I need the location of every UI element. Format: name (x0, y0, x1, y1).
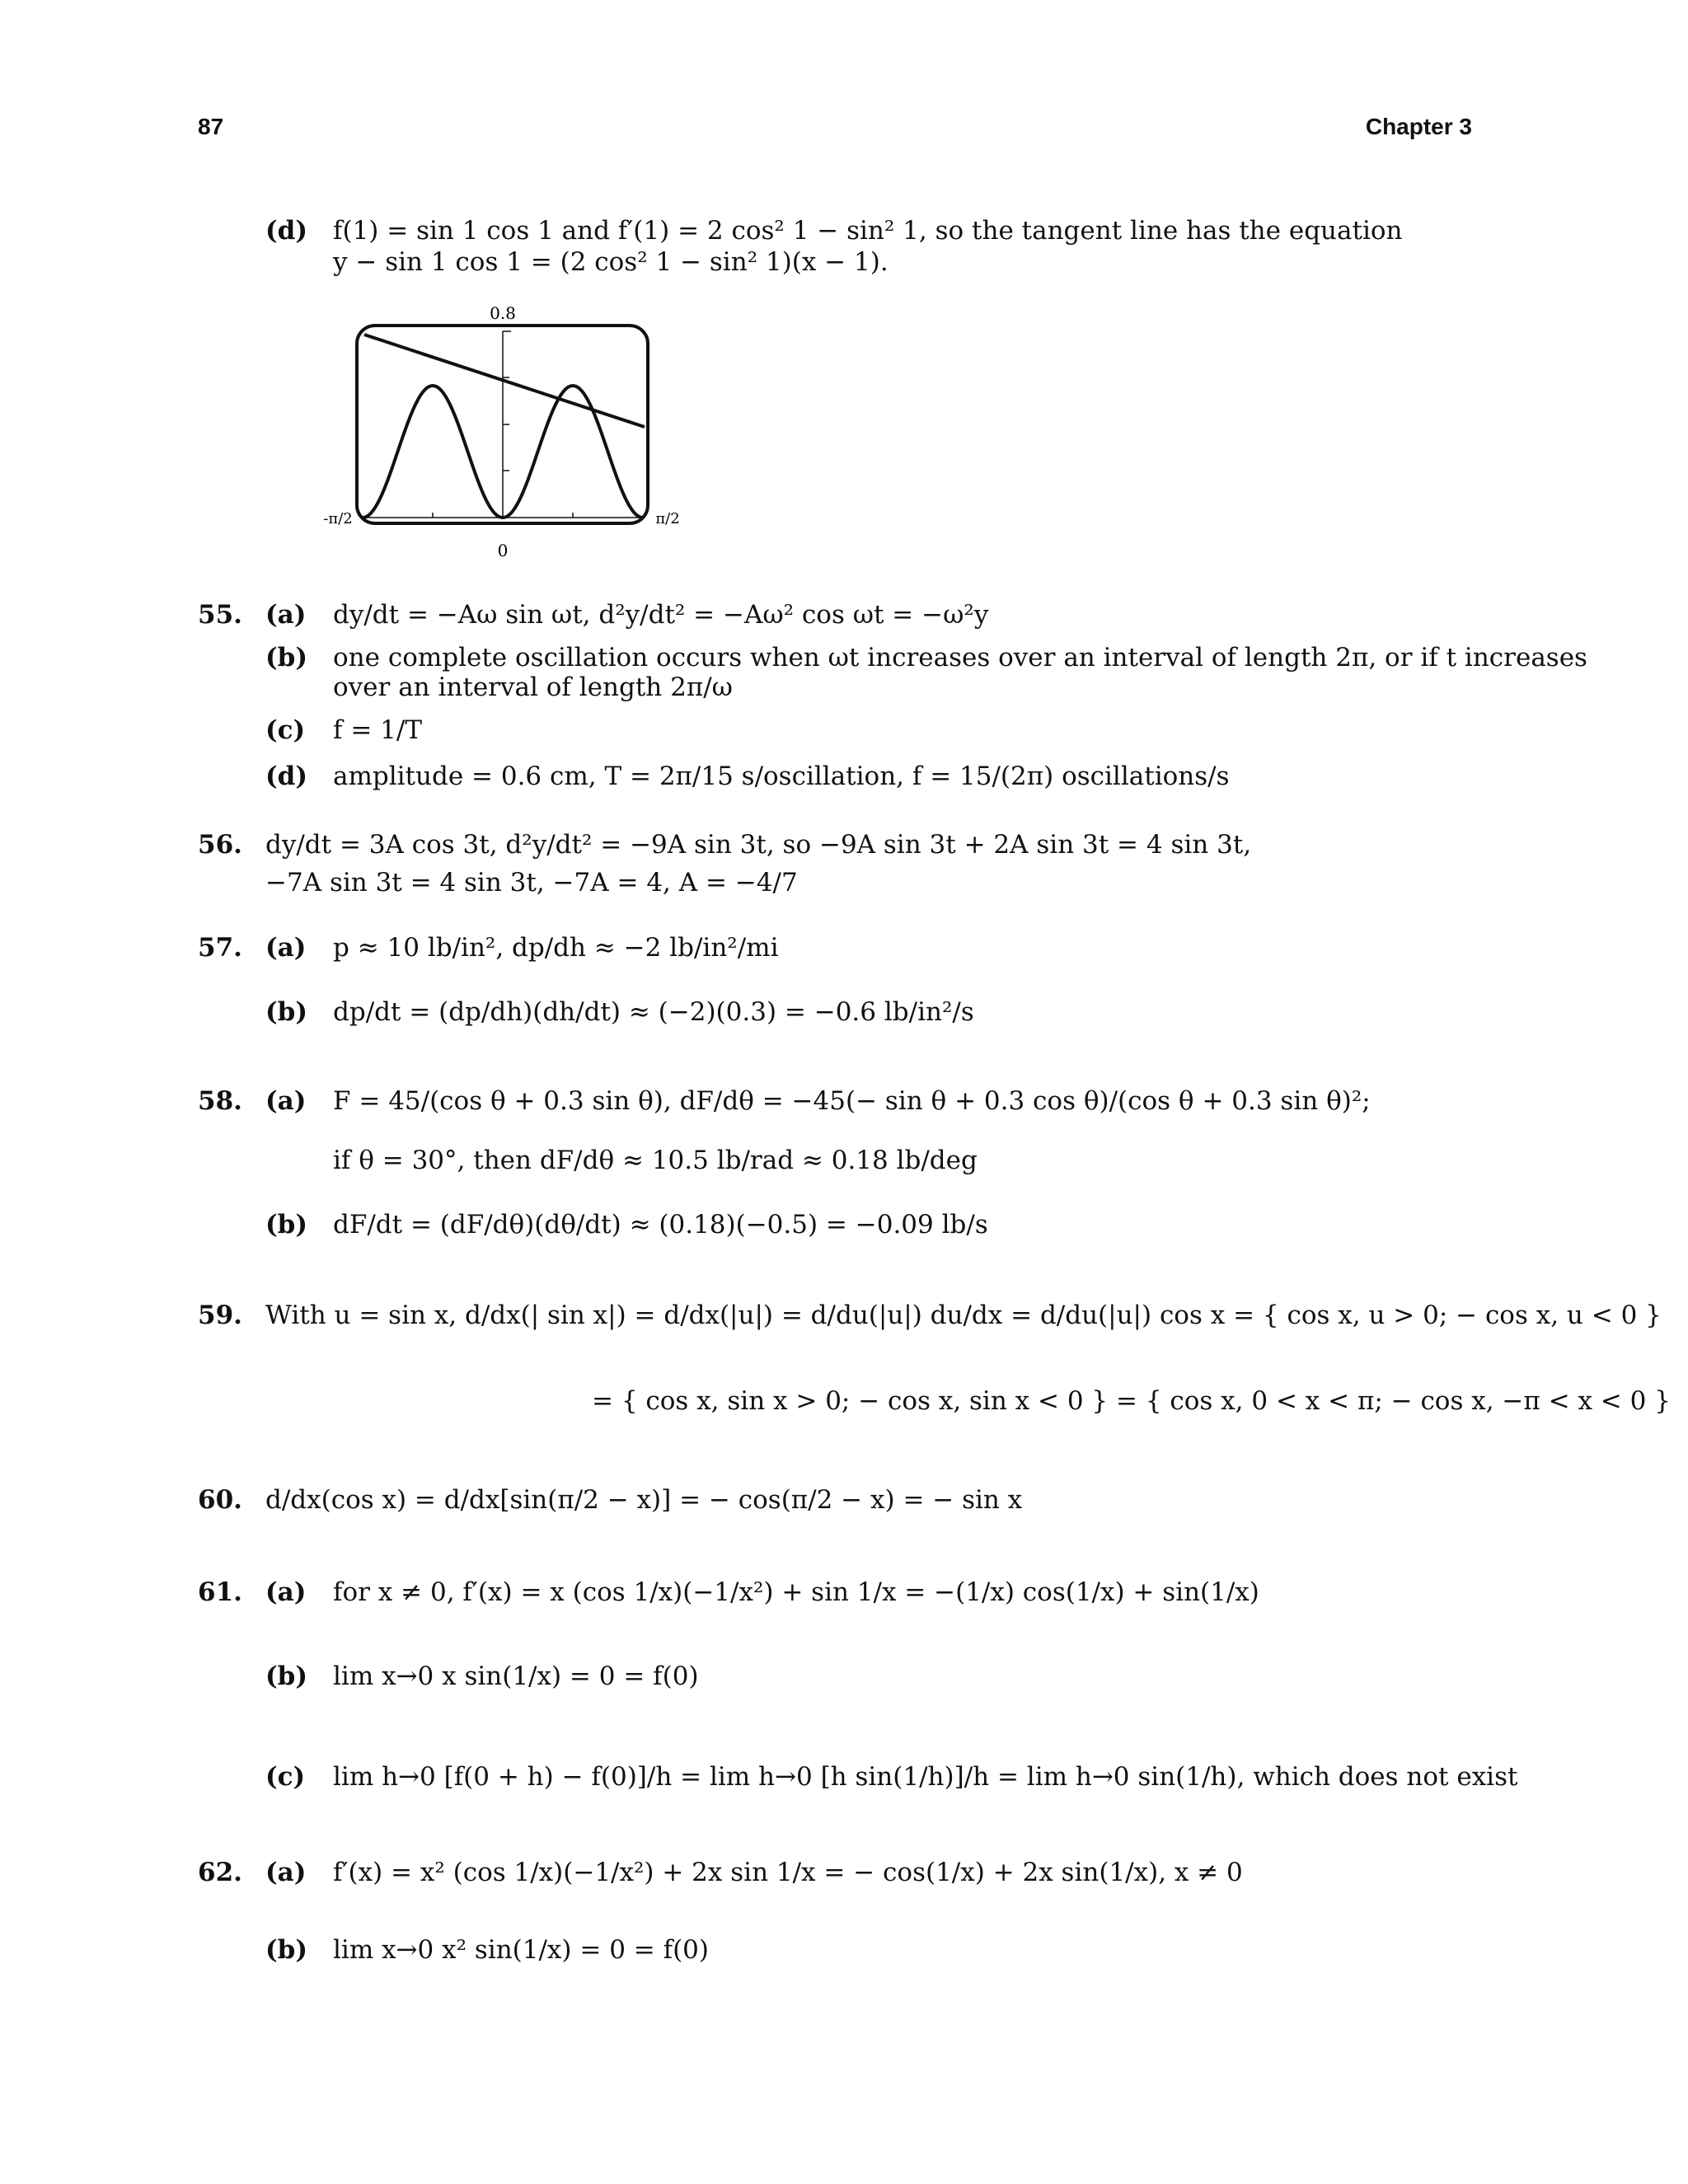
problem-61c (0, 1752, 1688, 1802)
problem-text: dy/dt = 3A cos 3t, d²y/dt² = −9A sin 3t, so −9A sin 3t + 2A sin 3t = 4 sin 3t, (265, 830, 1252, 860)
y-top-label: 0.8 (490, 303, 516, 323)
problem-57b (0, 987, 1688, 1037)
x-zero-label: 0 (497, 541, 509, 560)
problem-text: dF/dt = (dF/dθ)(dθ/dt) ≈ (0.18)(−0.5) = −0.09 lb/s (333, 1210, 988, 1240)
problem-text: f(1) = sin 1 cos 1 and f′(1) = 2 cos² 1 − sin² 1, so the tangent line has the equation (333, 216, 1403, 246)
problem-57a (0, 923, 1688, 972)
problem-number: 59. (198, 1301, 242, 1330)
problem-text: if θ = 30°, then dF/dθ ≈ 10.5 lb/rad ≈ 0.18 lb/deg (333, 1146, 978, 1175)
part-label: (a) (265, 1577, 307, 1607)
problem-58b (0, 1200, 1688, 1249)
part-label: (a) (265, 1858, 307, 1887)
problem-text: −7A sin 3t = 4 sin 3t, −7A = 4, A = −4/7 (265, 868, 798, 898)
problem-text: d/dx(cos x) = d/dx[sin(π/2 − x)] = − cos(π/2 − x) = − sin x (265, 1485, 1023, 1515)
part-label: (a) (265, 933, 307, 963)
problem-60 (0, 1475, 1688, 1525)
part-label: (c) (265, 715, 306, 745)
problem-text: lim h→0 [f(0 + h) − f(0)]/h = lim h→0 [h sin(1/h)]/h = lim h→0 sin(1/h), which does not exist (333, 1762, 1518, 1792)
problem-number: 62. (198, 1858, 242, 1887)
problem-61a (0, 1568, 1688, 1617)
problem-62a (0, 1848, 1688, 1897)
part-label: (a) (265, 1086, 307, 1116)
problem-number: 55. (198, 600, 242, 630)
tangent-line (364, 335, 645, 427)
problem-54d-line2 (0, 237, 1688, 287)
problem-58a-line2 (0, 1136, 1688, 1185)
x-right-label: π/2 (655, 510, 680, 527)
problem-58a (0, 1076, 1688, 1126)
problem-text: dp/dt = (dp/dh)(dh/dt) ≈ (−2)(0.3) = −0.6 lb/in²/s (333, 997, 974, 1027)
problem-55c (0, 705, 1688, 755)
problem-text: amplitude = 0.6 cm, T = 2π/15 s/oscillation, f = 15/(2π) oscillations/s (333, 762, 1230, 791)
problem-55b-line2 (0, 663, 1688, 712)
part-label: (b) (265, 1661, 308, 1691)
problem-56-line2 (0, 858, 1688, 907)
part-label: (d) (265, 216, 308, 246)
part-label: (b) (265, 1935, 308, 1965)
problem-text: f = 1/T (333, 715, 423, 745)
problem-55d (0, 752, 1688, 801)
problem-number: 58. (198, 1086, 242, 1116)
tangent-line-graph (305, 297, 692, 560)
problem-number: 57. (198, 933, 242, 963)
part-label: (b) (265, 643, 308, 673)
problem-number: 61. (198, 1577, 242, 1607)
problem-text: lim x→0 x² sin(1/x) = 0 = f(0) (333, 1935, 709, 1965)
problem-number: 60. (198, 1485, 242, 1515)
page-number: 87 (198, 114, 224, 139)
problem-55a (0, 590, 1688, 640)
problem-61b (0, 1652, 1688, 1701)
problem-62b (0, 1925, 1688, 1975)
problem-text: one complete oscillation occurs when ωt increases over an interval of length 2π, or if t increases (333, 643, 1587, 673)
part-label: (c) (265, 1762, 306, 1792)
problem-text: p ≈ 10 lb/in², dp/dh ≈ −2 lb/in²/mi (333, 933, 779, 963)
x-left-label: -π/2 (323, 510, 353, 527)
chapter-title: Chapter 3 (1365, 114, 1472, 139)
problem-text: With u = sin x, d/dx(| sin x|) = d/dx(|u|) = d/du(|u|) du/dx = d/du(|u|) cos x = { cos x, u > 0; − cos x, u < 0 } (265, 1301, 1662, 1330)
problem-59-line2 (0, 1376, 1688, 1426)
problem-59 (0, 1291, 1688, 1340)
problem-text: for x ≠ 0, f′(x) = x (cos 1/x)(−1/x²) + sin 1/x = −(1/x) cos(1/x) + sin(1/x) (333, 1577, 1259, 1607)
problem-text: y − sin 1 cos 1 = (2 cos² 1 − sin² 1)(x − 1). (333, 247, 889, 277)
problem-text: f′(x) = x² (cos 1/x)(−1/x²) + 2x sin 1/x = − cos(1/x) + 2x sin(1/x), x ≠ 0 (333, 1858, 1243, 1887)
problem-text: F = 45/(cos θ + 0.3 sin θ), dF/dθ = −45(− sin θ + 0.3 cos θ)/(cos θ + 0.3 sin θ)²; (333, 1086, 1371, 1116)
problem-text: lim x→0 x sin(1/x) = 0 = f(0) (333, 1661, 699, 1691)
problem-text: dy/dt = −Aω sin ωt, d²y/dt² = −Aω² cos ωt = −ω²y (333, 600, 989, 630)
part-label: (b) (265, 1210, 308, 1240)
problem-number: 56. (198, 830, 242, 860)
problem-text: over an interval of length 2π/ω (333, 673, 733, 702)
part-label: (a) (265, 600, 307, 630)
part-label: (d) (265, 762, 308, 791)
problem-text: = { cos x, sin x > 0; − cos x, sin x < 0 } = { cos x, 0 < x < π; − cos x, −π < x < 0 } (592, 1386, 1671, 1416)
part-label: (b) (265, 997, 308, 1027)
